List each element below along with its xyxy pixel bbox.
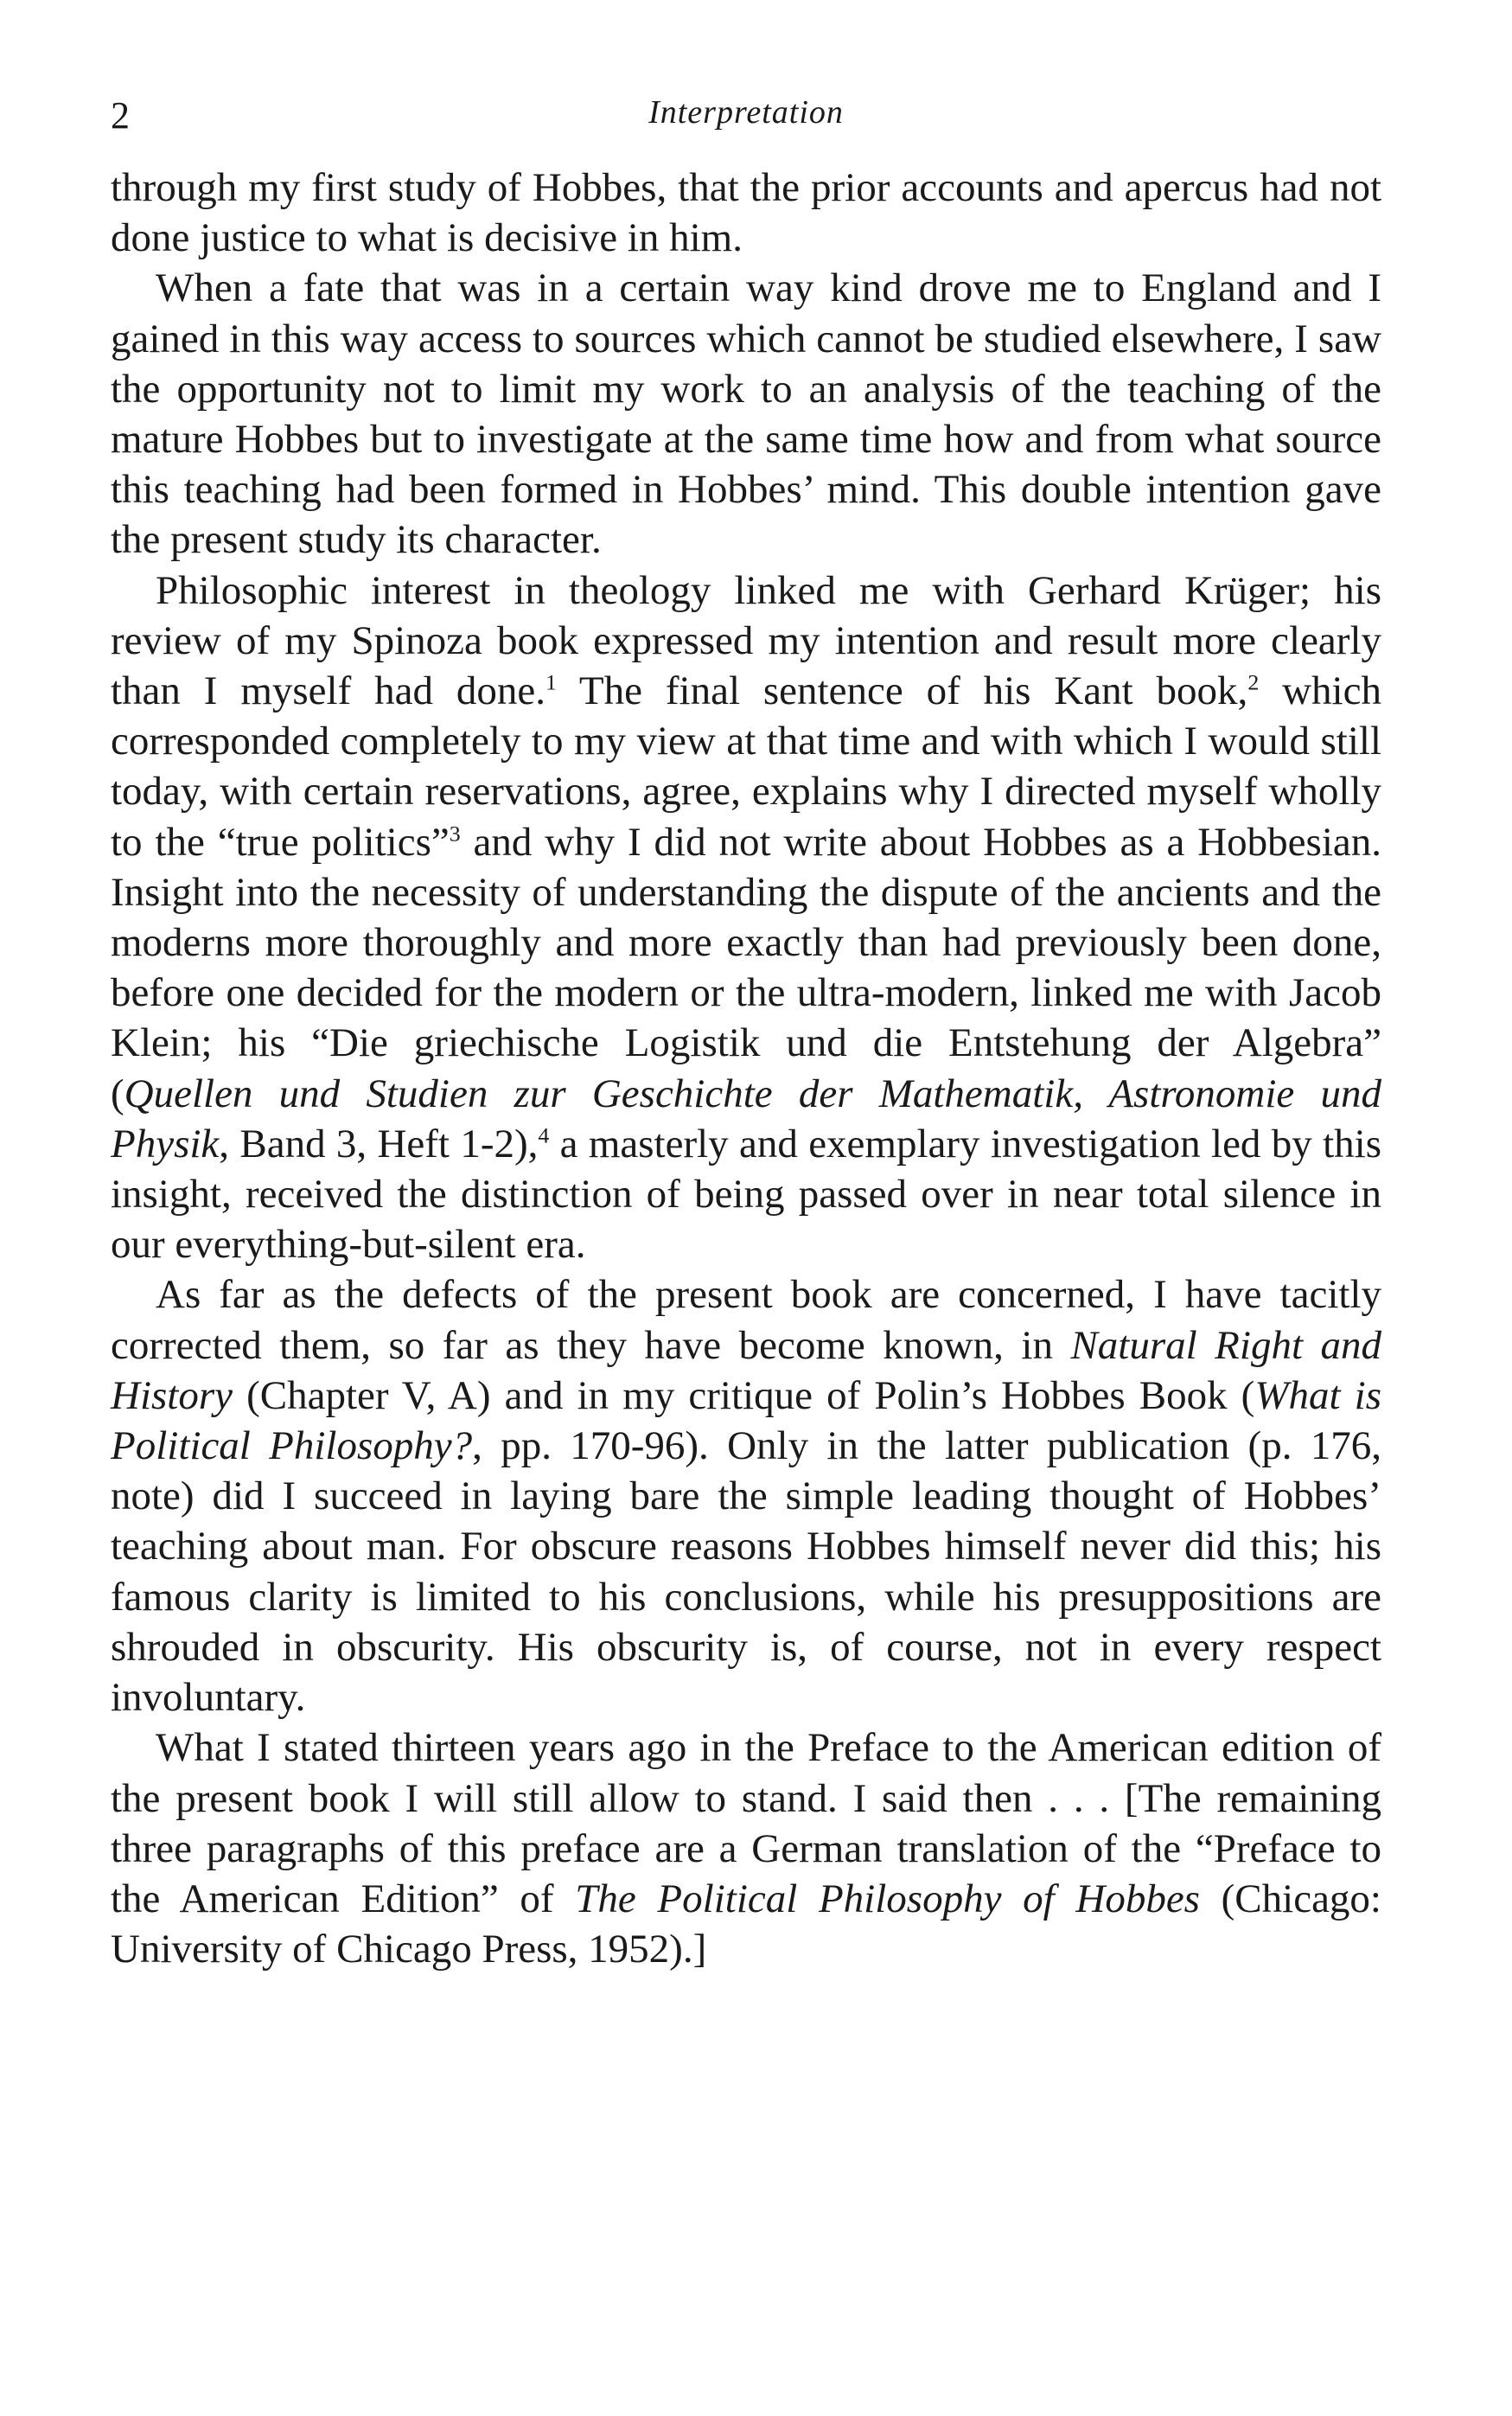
footnote-marker: 2 [1247,669,1260,695]
text-run: The final sentence of his Kant book, [556,668,1248,714]
footnote-marker: 3 [449,820,461,846]
italic-title: The Political Philosophy of Hobbes [575,1876,1200,1921]
footnote-marker: 1 [545,669,557,695]
text-run: As far as the defects of the present book are concerned, I have tacitly corrected them, so far as they have become known, in [111,1272,1381,1368]
text-run: which corresponded completely to my view at that time and with which I would still today, with certain reservations, agree, explains why I directed myself wholly to the “true politics” [111,668,1381,865]
text-run: a masterly and exemplary investigation led by this insight, received the distinction of being passed over in near total silence in our everything-but-silent era. [111,1121,1381,1268]
paragraph [111,163,1381,263]
text-run: , pp. 170-96). Only in the latter publication (p. 176, note) did I succeed in laying bare the simple leading thought of Hobbes’ teaching about man. For obscure reasons Hobbes himself never did this; his famous clarity is limited to his conclusions, while his presuppositions are shrouded in obscurity. His obscurity is, of course, not in every respect involuntary. [111,1423,1381,1721]
footnote-marker: 4 [538,1122,550,1148]
italic-title: What is Political Philosophy? [111,1372,1382,1469]
text-run: (Chapter V, A) and in my critique of Polin’s Hobbes Book ( [233,1372,1255,1418]
paragraph [111,1723,1381,1974]
text-run: Philosophic interest in theology linked me with Gerhard Krüger; his review of my Spinoza book expressed my intention and result more clearly than I myself had done. [111,567,1381,714]
text-run: When a fate that was in a certain way kind drove me to England and I gained in this way access to sources which cannot be studied elsewhere, I saw the opportunity not to limit my work to an analysis of the teaching of the mature Hobbes but to investigate at the same time how and from what source this teaching had been formed in Hobbes’ mind. This double intention gave the present study its character. [111,265,1381,563]
text-run: , Band 3, Heft 1-2), [219,1121,539,1166]
italic-title: Quellen und Studien zur Geschichte der Mathematik, Astronomie und Physik [111,1071,1381,1166]
text-run: and why I did not write about Hobbes as a Hobbesian. Insight into the necessity of understanding the dispute of the ancients and the moderns more thoroughly and more exactly than had previously been done, before one decided for the modern or the ultra-modern, linked me with Jacob Klein; his “Die griechische Logistik und die Entstehung der Algebra” ( [111,819,1381,1116]
body-text [111,163,1381,1974]
text-run: through my first study of Hobbes, that the prior accounts and apercus had not done justice to what is decisive in him. [111,165,1381,261]
italic-title: Natural Right and History [111,1322,1381,1418]
running-head: Interpretation [648,94,844,131]
page-header [111,86,1381,147]
page-number: 2 [111,94,130,137]
text-run: What I stated thirteen years ago in the Preface to the American edition of the present book I will still allow to stand. I said then . . . [The remaining three paragraphs of this preface are a German translation of the “Preface to the American Edition” of [111,1725,1381,1921]
paragraph [111,1269,1381,1723]
paragraph [111,566,1381,1270]
text-run: (Chicago: University of Chicago Press, 1952).] [111,1876,1381,1972]
paragraph [111,263,1381,565]
